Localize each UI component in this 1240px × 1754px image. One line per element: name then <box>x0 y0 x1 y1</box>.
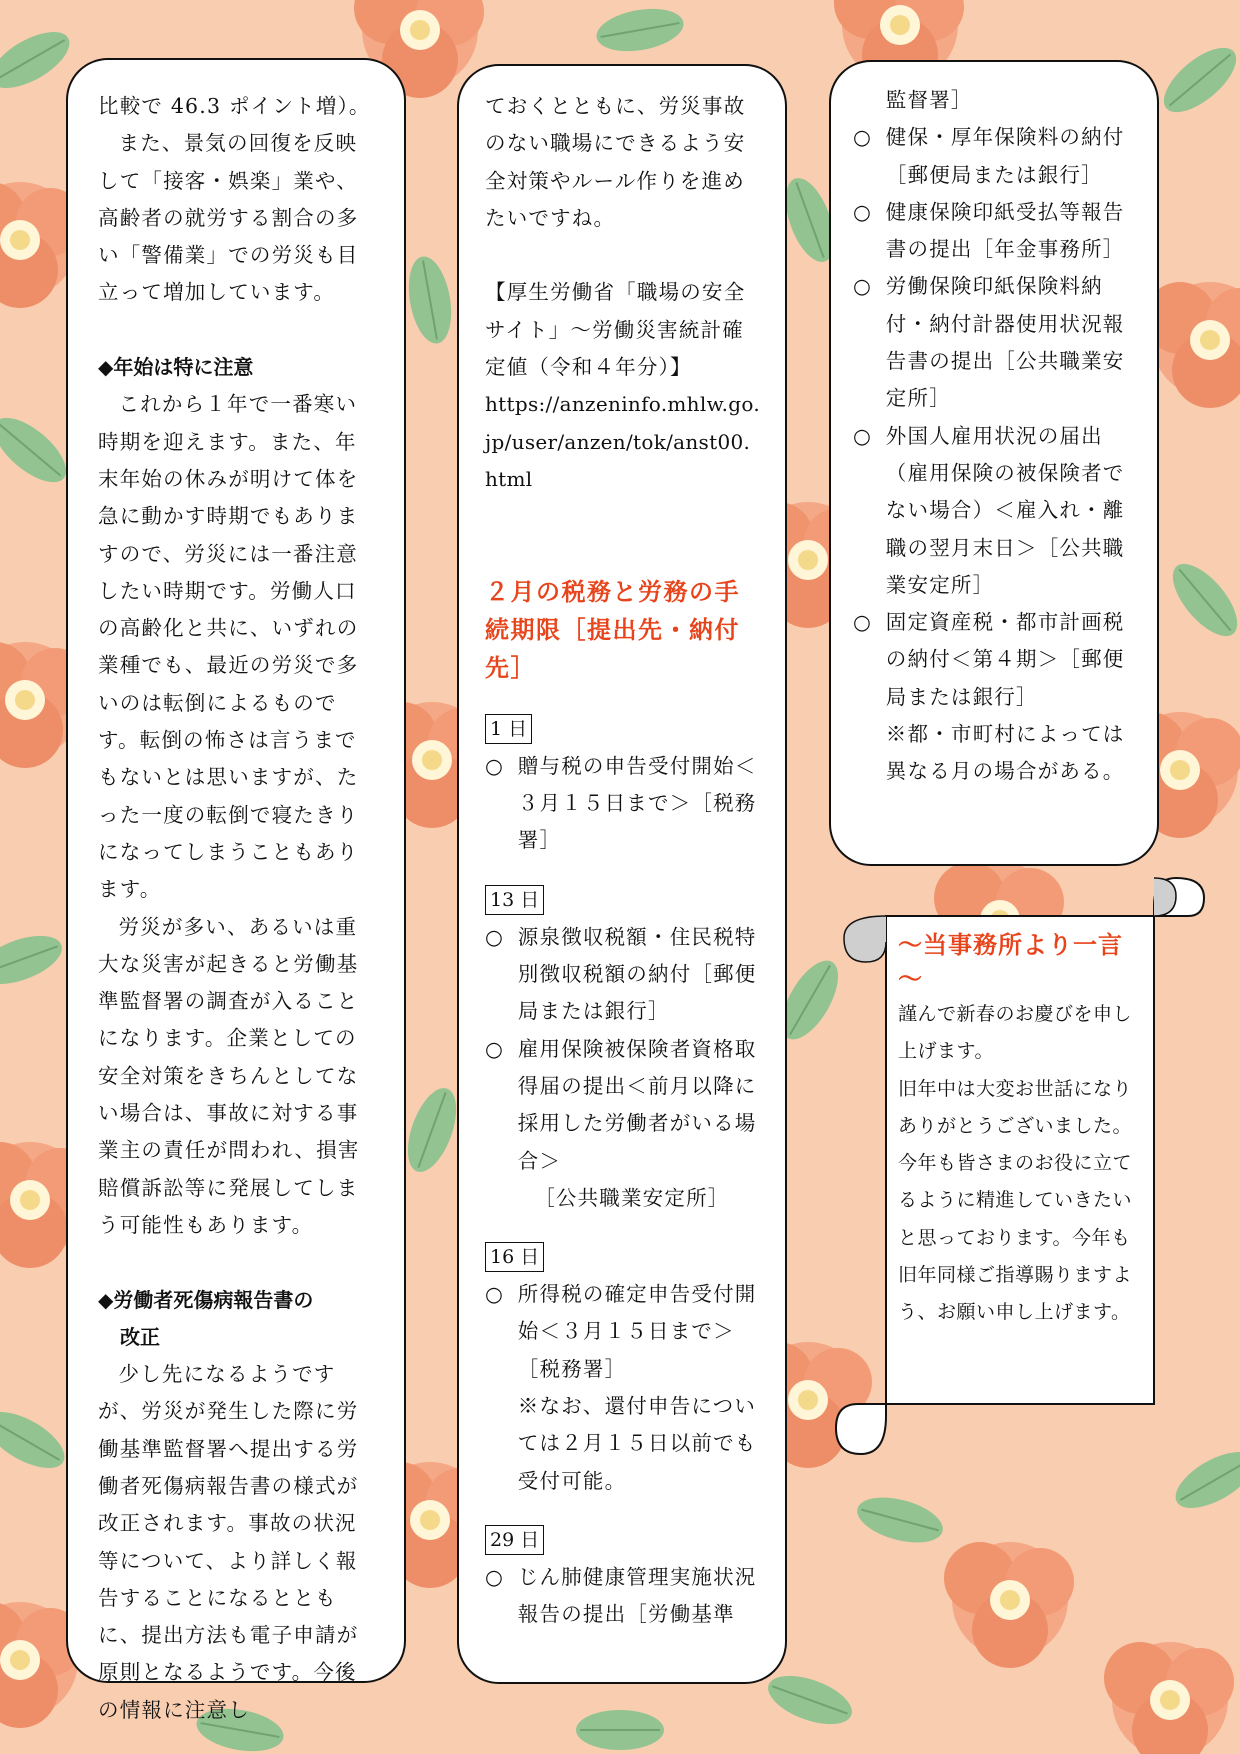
paragraph: 旧年中は大変お世話になりありがとうございました。 <box>898 1077 1133 1137</box>
list-item: ○ 外国人雇用状況の届出（雇用保険の被保険者でない場合）＜雇入れ・離職の翌月末日＞［公共職業安定所］ <box>853 418 1135 604</box>
article-panel-right <box>829 60 1159 866</box>
list-item: ○ 所得税の確定申告受付開始＜３月１５日まで＞［税務署］ <box>485 1276 761 1388</box>
circle-bullet-icon: ○ <box>485 924 505 949</box>
article-panel-middle <box>457 64 787 1684</box>
section-heading: ◆労働者死傷病報告書の <box>98 1287 314 1312</box>
date-label: 13 日 <box>485 885 544 915</box>
circle-bullet-icon: ○ <box>853 125 873 150</box>
note: ※なお、還付申告については２月１５日以前でも受付可能。 <box>517 1394 757 1493</box>
paragraph: また、景気の回復を反映して「接客・娯楽」業や、高齢者の就労する割合の多い「警備業」での労災も目立って増加しています。 <box>98 131 359 305</box>
paragraph: 労災が多い、あるいは重大な災害が起きると労働基準監督署の調査が入ることになります。企業としての安全対策をきちんとしてない場合は、事故に対する事業主の責任が問われ、損害賠償訴訟等に発展してしまう可能性もあります。 <box>98 914 360 1237</box>
circle-bullet-icon: ○ <box>485 1564 505 1589</box>
list-item: ○ 固定資産税・都市計画税の納付＜第４期＞［郵便局または銀行］ <box>853 604 1135 716</box>
article-panel-left <box>66 58 406 1722</box>
list-item: ○ 健康保険印紙受払等報告書の提出［年金事務所］ <box>853 194 1135 269</box>
message-title: ～当事務所より一言～ <box>898 931 1123 993</box>
date-label: 29 日 <box>485 1525 544 1555</box>
source-citation: 【厚生労働省「職場の安全サイト」～労働災害統計確定値（令和４年分）】 <box>485 280 746 380</box>
note: ※都・市町村によっては異なる月の場合がある。 <box>885 722 1125 784</box>
list-item: ○ じん肺健康管理実施状況報告の提出［労働基準 <box>485 1559 761 1634</box>
date-label: 1 日 <box>485 714 532 744</box>
circle-bullet-icon: ○ <box>485 753 505 778</box>
office-message <box>898 928 1144 1332</box>
paragraph: 比較で 46.3 ポイント増）。 <box>98 94 371 118</box>
list-item: ○ 雇用保険被保険者資格取得届の提出＜前月以降に採用した労働者がいる場合＞ <box>485 1031 761 1180</box>
circle-bullet-icon: ○ <box>485 1036 505 1061</box>
paragraph: これから１年で一番寒い時期を迎えます。また、年末年始の休みが明けて体を急に動かす時期でもありますので、労災には一番注意したい時期です。労働人口の高齢化と共に、いずれの業種でも、最近の労災で多いのは転倒によるものです。転倒の怖さは言うまでもないとは思いますが、たった一度の転倒で寝たきりになってしまうこともあります。 <box>98 392 359 902</box>
section-heading: ◆年始は特に注意 <box>98 355 254 380</box>
paragraph: 謹んで新春のお慶びを申し上げます。 <box>898 1003 1133 1063</box>
circle-bullet-icon: ○ <box>853 199 873 224</box>
list-item-continued: 監督署］ <box>885 88 973 112</box>
section-heading-continued: 改正 <box>120 1324 160 1349</box>
list-item: ○ 源泉徴収税額・住民税特別徴収税額の納付［郵便局または銀行］ <box>485 919 761 1031</box>
source-url[interactable]: https://anzeninfo.mhlw.go.jp/user/anzen/tok/anst00.html <box>485 392 761 491</box>
paragraph: 今年も皆さまのお役に立てるように精進していきたいと思っております。今年も旧年同様ご指導賜りますよう、お願い申し上げます。 <box>898 1152 1133 1324</box>
paragraph: 少し先になるようですが、労災が発生した際に労働基準監督署へ提出する労働者死傷病報告書の様式が改正されます。事故の状況等について、より詳しく報告することになるとともに、提出方法も電子申請が原則となるようです。今後の情報に注意し <box>98 1362 359 1722</box>
circle-bullet-icon: ○ <box>853 274 873 299</box>
list-item: ○ 健保・厚年保険料の納付［郵便局または銀行］ <box>853 119 1135 194</box>
list-item: ○ 贈与税の申告受付開始＜３月１５日まで＞［税務署］ <box>485 748 761 860</box>
date-label: 16 日 <box>485 1242 544 1272</box>
circle-bullet-icon: ○ <box>853 610 873 635</box>
list-item: ○ 労働保険印紙保険料納付・納付計器使用状況報告書の提出［公共職業安定所］ <box>853 268 1135 417</box>
list-item-continued: ［公共職業安定所］ <box>534 1185 730 1210</box>
circle-bullet-icon: ○ <box>485 1282 505 1307</box>
paragraph: ておくとともに、労災事故のない職場にできるよう安全対策やルール作りを進めたいですね。 <box>485 94 746 230</box>
circle-bullet-icon: ○ <box>853 423 873 448</box>
deadline-title: ２月の税務と労務の手続期限［提出先・納付先］ <box>485 577 740 682</box>
